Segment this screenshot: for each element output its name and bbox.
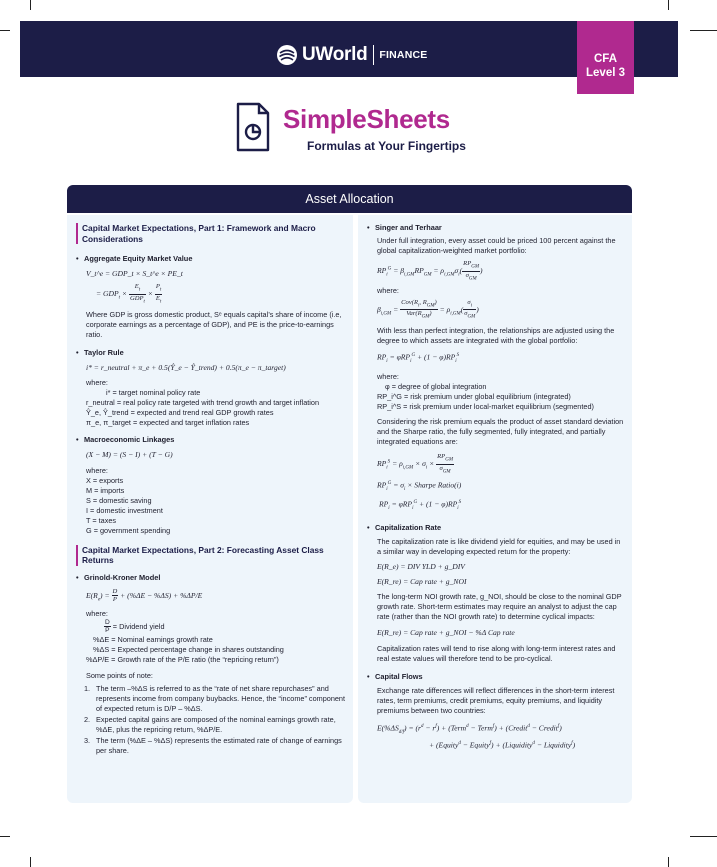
crop-mark <box>0 30 10 31</box>
formula-integrated: $RP_i^G = \sigma_i$ × Sharpe Ratio(i) <box>377 480 462 492</box>
definition: G = government spending <box>86 525 171 535</box>
formula-macro-linkages: (X − M) = (S − I) + (T − G) <box>86 449 173 459</box>
definition: r_neutral = real policy rate targeted with trend growth and target inflation <box>86 397 320 407</box>
bullet-heading: • Aggregate Equity Market Value <box>76 254 346 264</box>
list-item <box>76 715 346 735</box>
definition: T = taxes <box>86 515 117 525</box>
formula-beta: $\beta_{i,GM}$ = $\frac{Cov(R_i, R_{GM})}{Var(R_{GM})}$ = $\rho_{i,GM}$( $\frac{\sigma_i}{\sigma_{GM}}$ ) <box>377 298 479 320</box>
crop-mark <box>30 0 31 10</box>
formula-partially-integrated: $RP_i = \varphi RP_i^G + (1 - \varphi)RP_i^S$ <box>379 499 462 512</box>
definition: = Dividend yield <box>112 621 165 631</box>
where-label: where: <box>377 372 399 382</box>
definition: φ = degree of global integration <box>385 382 487 392</box>
bullet-heading: • Singer and Terhaar <box>367 223 625 233</box>
definition: %ΔS = Expected percentage change in shares outstanding <box>93 644 284 654</box>
bullet-heading: • Taylor Rule <box>76 348 346 358</box>
list-text: The term (%ΔE – %ΔS) represents the estimated rate of change of earnings per share. <box>96 735 342 755</box>
product-title: SimpleSheets <box>283 104 450 134</box>
description: Exchange rate differences will reflect differences in the short-term interest rates, term premiums, credit premiums, equity premiums, and liquidity premiums between two countries: <box>377 686 615 716</box>
formula-taylor-rule: i* = r_neutral + π_e + 0.5(Ŷ_e − Ŷ_trend) + 0.5(π_e − π_target) <box>86 362 286 372</box>
description: The long-term NOI growth rate, g_NOI, should be close to the nominal GDP growth rate. Short-term estimates may require an analyst to adjust the cap rate (rather than the NOI growth rate) to determine cyclical impacts: <box>377 592 622 622</box>
formula-equity-value-expanded: = $GDP_t$ × $\frac{E_t}{GDP_t}$ × $\frac{P_t}{E_t}$ <box>96 283 162 305</box>
section-heading: Capital Market Expectations, Part 1: Framework and Macro Considerations <box>76 223 346 244</box>
formula-capital-flows: $E(\%\Delta S_{d/f}) = (r^d - r^f)$ + (Term$^d$ − Term$^f$) + (Credit$^d$ − Credit$^f$) <box>377 723 562 736</box>
definition: I = domestic investment <box>86 505 163 515</box>
list-number: 2. <box>84 714 91 724</box>
definition: RP_i^S = risk premium under local-market equilibrium (segmented) <box>377 402 594 412</box>
formula-div-yield: E(R_e) = DIV YLD + g_DIV <box>377 562 465 572</box>
crop-mark <box>668 0 669 10</box>
definition: X = exports <box>86 475 124 485</box>
description: Under full integration, every asset could be priced 100 percent against the global capitalization-weighted market portfolio: <box>377 236 616 255</box>
panel-title: Asset Allocation <box>67 185 632 213</box>
asset-allocation-panel <box>67 185 632 803</box>
bullet-heading: • Macroeconomic Linkages <box>76 435 346 445</box>
definition-list <box>86 476 346 536</box>
globe-icon <box>276 44 298 66</box>
crop-mark <box>690 836 717 837</box>
where-label: where: <box>377 285 399 295</box>
points-list <box>76 684 346 756</box>
badge-line2: Level 3 <box>586 67 625 79</box>
definition-dividend-yield: $\frac{D}{P}$ = Dividend yield <box>105 618 165 635</box>
list-number: 3. <box>84 735 91 745</box>
brand-logo <box>276 42 427 68</box>
definition: S = domestic saving <box>86 495 152 505</box>
list-number: 1. <box>84 683 91 693</box>
formula-cap-rate: E(R_re) = Cap rate + g_NOI <box>377 577 467 587</box>
definition: RP_i^G = risk premium under global equilibrium (integrated) <box>377 392 571 402</box>
where-label: where: <box>86 608 108 618</box>
description: The capitalization rate is like dividend yield for equities, and may be used in a similar way in developing expected return for the property: <box>377 537 621 557</box>
brand-divider <box>373 45 374 65</box>
level-badge <box>577 21 634 94</box>
formula-equity-value: V_t^e = GDP_t × S_t^e × PE_t <box>86 269 183 278</box>
definition: Ŷ_e, Ŷ_trend = expected and trend real GDP growth rates <box>86 407 274 417</box>
product-subtitle: Formulas at Your Fingertips <box>307 139 466 153</box>
crop-mark <box>30 857 31 867</box>
formula-grinold-kroner: $E(R_e)$ = $\frac{D}{P}$ + (%ΔE − %ΔS) + %ΔP/E <box>86 587 203 604</box>
crop-mark <box>668 857 669 867</box>
formula-cap-rate-cyclical: E(R_re) = Cap rate + g_NOI − %Δ Cap rate <box>377 628 515 638</box>
points-intro: Some points of note: <box>86 670 153 680</box>
brand-division: FINANCE <box>379 49 428 61</box>
definition: π_e, π_target = expected and target inflation rates <box>86 417 250 427</box>
document-chart-icon <box>236 102 270 152</box>
definition: %ΔP/E = Growth rate of the P/E ratio (the “repricing return”) <box>86 654 279 664</box>
crop-mark <box>0 836 10 837</box>
where-label: where: <box>86 377 108 387</box>
bullet-heading: • Capitalization Rate <box>367 523 625 533</box>
badge-line1: CFA <box>594 53 617 65</box>
section-heading: Capital Market Expectations, Part 2: Forecasting Asset Class Returns <box>76 545 346 566</box>
formula-partial-integration: $RP_i = \varphi RP_i^G + (1 - \varphi)RP_i^S$ <box>377 352 460 365</box>
list-text: The term –%ΔS is referred to as the “rate of net share repurchases” and represents income from company buybacks. Hence, the “income” component of expected return is D/P – %ΔS. <box>96 683 346 713</box>
definition: M = imports <box>86 485 125 495</box>
definition: i* = target nominal policy rate <box>106 387 201 397</box>
description: Capitalization rates will tend to rise along with long-term interest rates and real estate values will therefore tend to be pro-cyclical. <box>377 644 616 664</box>
where-label: where: <box>86 465 108 475</box>
formula-full-integration: $RP_i^G = \beta_{i,GM}RP_{GM} = \rho_{i,GM}\sigma_i$( $\frac{RP_{GM}}{\sigma_{GM}}$ ) <box>377 260 483 282</box>
left-column <box>67 215 353 803</box>
list-item <box>76 736 346 756</box>
formula-segmented: $RP_i^S = \rho_{i,GM} \times \sigma_i$ × $\frac{RP_{GM}}{\sigma_{GM}}$ <box>377 453 453 475</box>
crop-mark <box>690 30 717 31</box>
list-item <box>76 684 346 714</box>
bullet-heading: • Capital Flows <box>367 672 625 682</box>
description: Considering the risk premium equals the product of asset standard deviation and the Sharpe ratio, the fully segmented, fully integrated, and partially integrated equations are: <box>377 417 624 447</box>
bullet-heading: • Grinold-Kroner Model <box>76 573 346 583</box>
description: Where GDP is gross domestic product, Sᵉ equals capital’s share of income (i.e, corporate earnings as a percentage of GDP), and PE is the price-to-earnings ratio. <box>86 309 342 339</box>
description: With less than perfect integration, the relationships are adjusted using the degree to which assets are integrated with the global portfolio: <box>377 326 615 346</box>
formula-capital-flows-cont: + (Equity$^d$ − Equity$^f$) + (Liquidity$^d$ − Liquidity$^f$) <box>429 740 576 750</box>
definition: %ΔE = Nominal earnings growth rate <box>93 634 213 644</box>
brand-name: UWorld <box>302 44 368 65</box>
list-text: Expected capital gains are composed of the nominal earnings growth rate, %ΔE, plus the repricing return, %ΔP/E. <box>96 714 336 734</box>
right-column <box>358 215 632 803</box>
